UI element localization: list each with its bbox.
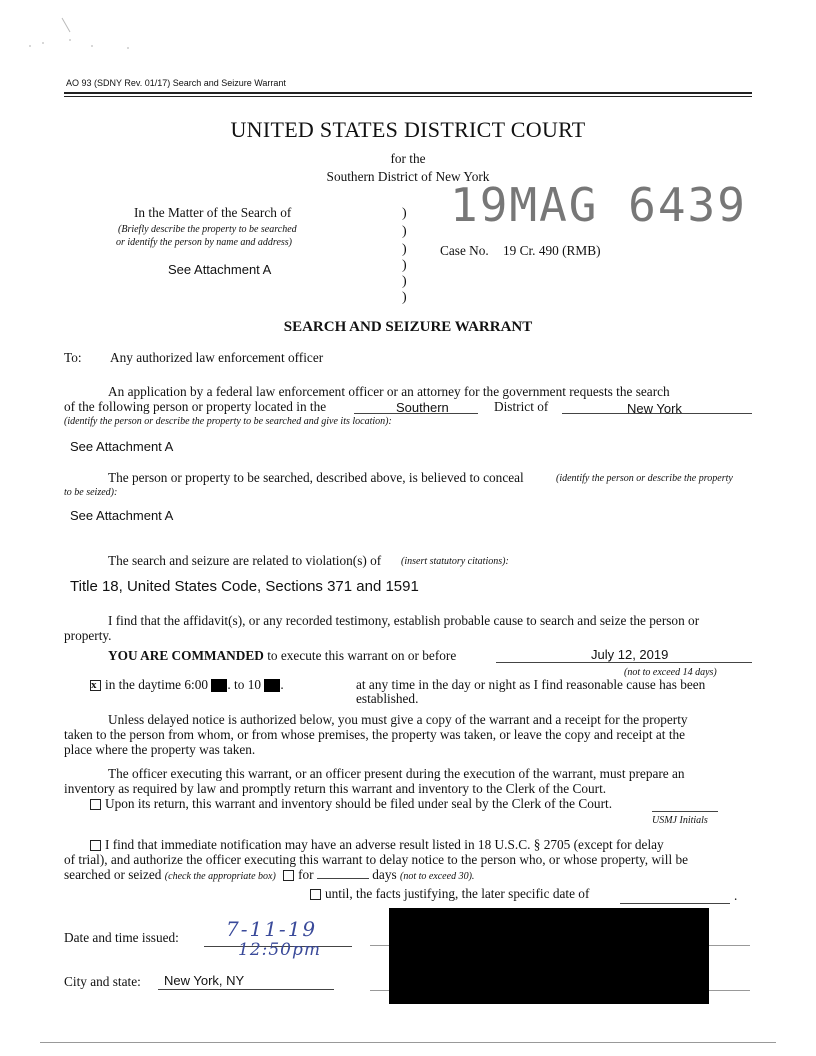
delayed-line1: Unless delayed notice is authorized below, you must give a copy of the warrant and a receipt for the property xyxy=(108,712,688,727)
application-instruction: (identify the person or describe the property to be searched and give its location): xyxy=(64,416,392,427)
city-underline xyxy=(158,989,334,990)
application-district-of: District of xyxy=(494,399,549,414)
delayed-line2: taken to the person from whom, or from whose premises, the property was taken, or leave the copy and receipt at the xyxy=(64,727,686,742)
commanded-text: to execute this warrant on or before xyxy=(267,648,457,663)
initials-label: USMJ Initials xyxy=(652,815,708,826)
paren-6: ) xyxy=(402,290,407,305)
for-label: for xyxy=(298,867,314,882)
to-value: Any authorized law enforcement officer xyxy=(110,350,324,365)
application-state: New York xyxy=(627,401,682,416)
until-text: until, the facts justifying, the later specific date of xyxy=(325,886,590,901)
application-line1: An application by a federal law enforcement officer or an attorney for the government requests the search xyxy=(108,384,670,399)
inventory-line2: inventory as required by law and promptly return this warrant and inventory to the Clerk of the Court. xyxy=(64,781,607,796)
days-label: days xyxy=(372,867,397,882)
case-label: Case No. xyxy=(440,243,489,258)
paren-3: ) xyxy=(402,242,407,257)
city-label: City and state: xyxy=(64,974,141,989)
matter-instruction-2: or identify the person by name and address) xyxy=(116,237,292,248)
application-value: See Attachment A xyxy=(70,439,174,454)
initials-underline xyxy=(652,811,718,812)
matter-heading: In the Matter of the Search of xyxy=(134,205,292,220)
inventory-seal: Upon its return, this warrant and inventory should be filed under seal by the Clerk of the Court. xyxy=(105,796,613,811)
city-value: New York, NY xyxy=(164,973,245,988)
signature-redaction xyxy=(389,908,709,1004)
court-title: UNITED STATES DISTRICT COURT xyxy=(230,117,586,142)
date-underline xyxy=(496,662,752,663)
conceal-instruction1: (identify the person or describe the property xyxy=(556,473,733,484)
to-label: To: xyxy=(64,350,82,365)
daytime-option: x in the daytime 6:00 . to 10 . xyxy=(91,677,284,692)
until-period: . xyxy=(734,888,738,903)
daytime-to: . to 10 xyxy=(227,677,261,692)
conceal-instruction2: to be seized): xyxy=(64,487,118,498)
until-date-underline xyxy=(620,903,730,904)
inventory-line1: The officer executing this warrant, or an officer present during the execution of the warrant, must prepare an xyxy=(108,766,685,781)
finding-line2: property. xyxy=(64,628,112,643)
days-blank[interactable] xyxy=(317,878,369,879)
header-rule-thin xyxy=(64,96,752,97)
anytime-line1: at any time in the day or night as I find reasonable cause has been xyxy=(356,677,706,692)
immediate-checkbox[interactable] xyxy=(90,840,101,851)
until-checkbox[interactable] xyxy=(310,889,321,900)
case-stamp: 19MAG 6439 xyxy=(450,178,747,232)
issued-time: 12:50pm xyxy=(238,940,321,960)
for-days-checkbox[interactable] xyxy=(283,870,294,881)
anytime-line2: established. xyxy=(356,691,419,706)
redaction-am xyxy=(211,679,227,692)
redaction-pm xyxy=(264,679,280,692)
conceal-line1: The person or property to be searched, described above, is believed to conceal xyxy=(108,470,524,485)
daytime-text: in the daytime 6:00 xyxy=(105,677,209,692)
footer-rule xyxy=(40,1042,776,1043)
paren-1: ) xyxy=(402,206,407,221)
header-rule-thick xyxy=(64,92,752,94)
immediate-line2: of trial), and authorize the officer executing this warrant to delay notice to the person who, or whose property, will be xyxy=(64,852,689,867)
application-line2: of the following person or property located in the xyxy=(64,399,327,414)
district-name: Southern District of New York xyxy=(326,169,490,184)
issued-date: 7-11-19 xyxy=(226,917,318,941)
commanded-bold: YOU ARE COMMANDED xyxy=(108,648,264,663)
immediate-instruction: (check the appropriate box) xyxy=(164,871,276,882)
violation-instruction: (insert statutory citations): xyxy=(401,556,509,567)
immediate-line3: searched or seized xyxy=(64,867,162,882)
warrant-title: SEARCH AND SEIZURE WARRANT xyxy=(283,319,533,335)
commanded-date: July 12, 2019 xyxy=(591,647,669,662)
seal-checkbox[interactable] xyxy=(90,799,101,810)
days-note: (not to exceed 30). xyxy=(399,871,475,882)
immediate-line1: I find that immediate notification may have an adverse result listed in 18 U.S.C. § 2705 (except for delay xyxy=(105,837,664,852)
matter-instruction-1: (Briefly describe the property to be searched xyxy=(118,224,297,235)
scan-specks xyxy=(10,10,150,60)
daytime-checkbox[interactable]: x xyxy=(90,680,101,691)
form-id: AO 93 (SDNY Rev. 01/17) Search and Seizure Warrant xyxy=(66,78,286,88)
violation-value: Title 18, United States Code, Sections 371 and 1591 xyxy=(70,578,419,595)
issued-label: Date and time issued: xyxy=(64,930,179,945)
violation-line: The search and seizure are related to violation(s) of xyxy=(108,553,382,568)
delayed-line3: place where the property was taken. xyxy=(64,742,256,757)
commanded-note: (not to exceed 14 days) xyxy=(624,667,717,678)
paren-5: ) xyxy=(402,274,407,289)
matter-value: See Attachment A xyxy=(168,262,272,277)
paren-2: ) xyxy=(402,224,407,239)
case-number: 19 Cr. 490 (RMB) xyxy=(503,243,601,258)
paren-4: ) xyxy=(402,258,407,273)
application-district: Southern xyxy=(396,400,449,415)
finding-line1: I find that the affidavit(s), or any recorded testimony, establish probable cause to search and seize the person or xyxy=(108,613,700,628)
conceal-value: See Attachment A xyxy=(70,508,174,523)
for-the: for the xyxy=(390,151,426,166)
